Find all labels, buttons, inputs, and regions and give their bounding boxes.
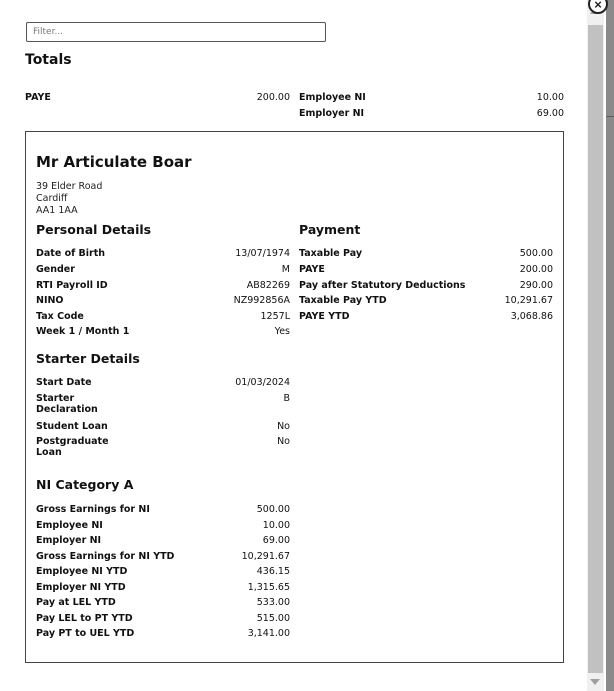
ni-label: Pay at LEL YTD xyxy=(36,597,116,608)
ni-category-title: NI Category A xyxy=(36,477,134,492)
employee-name: Mr Articulate Boar xyxy=(36,153,192,171)
ni-value: 436.15 xyxy=(256,566,290,577)
totals-row-paye xyxy=(25,92,290,103)
personal-label: Gender xyxy=(36,264,75,275)
ni-label: Employer NI xyxy=(36,535,102,546)
payment-row xyxy=(299,264,553,275)
totals-label: Employee NI xyxy=(299,92,366,103)
personal-row xyxy=(36,326,290,337)
payment-row xyxy=(299,311,553,322)
payment-value: 500.00 xyxy=(519,248,553,259)
ni-value: 500.00 xyxy=(256,504,290,515)
personal-value: Yes xyxy=(274,326,290,337)
starter-label: Starter Declaration xyxy=(36,393,98,415)
payment-row xyxy=(299,248,553,259)
ni-row xyxy=(36,566,290,577)
starter-row xyxy=(36,436,290,458)
starter-row xyxy=(36,393,290,415)
payment-value: 3,068.86 xyxy=(510,311,553,322)
arrow-down-icon[interactable] xyxy=(590,679,600,685)
ni-value: 10.00 xyxy=(262,520,290,531)
ni-row xyxy=(36,582,290,593)
personal-value: AB82269 xyxy=(246,280,290,291)
personal-row xyxy=(36,311,290,322)
ni-label: Pay PT to UEL YTD xyxy=(36,628,135,639)
ni-row xyxy=(36,613,290,624)
personal-value: 13/07/1974 xyxy=(235,248,290,259)
scrollbar-thumb[interactable] xyxy=(588,25,603,673)
starter-value: No xyxy=(277,436,290,447)
payment-title: Payment xyxy=(299,222,361,237)
starter-row xyxy=(36,421,290,432)
payment-label: PAYE YTD xyxy=(299,311,350,322)
address-line: Cardiff xyxy=(36,193,68,204)
payment-label: Taxable Pay xyxy=(299,248,363,259)
personal-value: M xyxy=(281,264,290,275)
totals-value: 10.00 xyxy=(536,92,564,103)
ni-value: 3,141.00 xyxy=(247,628,290,639)
totals-value: 200.00 xyxy=(256,92,290,103)
payment-label: Pay after Statutory Deductions xyxy=(299,280,466,291)
payment-row xyxy=(299,280,553,291)
payment-value: 290.00 xyxy=(519,280,553,291)
starter-row xyxy=(36,377,290,388)
personal-label: Date of Birth xyxy=(36,248,106,259)
ni-label: Gross Earnings for NI YTD xyxy=(36,551,175,562)
personal-label: RTI Payroll ID xyxy=(36,280,108,291)
ni-value: 515.00 xyxy=(256,613,290,624)
totals-label: Employer NI xyxy=(299,108,365,119)
payment-value: 10,291.67 xyxy=(504,295,553,306)
payment-label: PAYE xyxy=(299,264,325,275)
starter-value: 01/03/2024 xyxy=(235,377,290,388)
close-button[interactable] xyxy=(588,0,608,14)
ni-value: 533.00 xyxy=(256,597,290,608)
personal-row xyxy=(36,295,290,306)
personal-row xyxy=(36,264,290,275)
ni-row xyxy=(36,535,290,546)
totals-label: PAYE xyxy=(25,92,51,103)
personal-label: Week 1 / Month 1 xyxy=(36,326,130,337)
ni-row xyxy=(36,597,290,608)
payment-label: Taxable Pay YTD xyxy=(299,295,387,306)
ni-label: Pay LEL to PT YTD xyxy=(36,613,133,624)
totals-title: Totals xyxy=(25,52,72,68)
starter-label: Start Date xyxy=(36,377,92,388)
ni-row xyxy=(36,551,290,562)
personal-label: NINO xyxy=(36,295,64,306)
personal-label: Tax Code xyxy=(36,311,84,322)
totals-row-employee-ni xyxy=(299,92,564,103)
personal-value: NZ992856A xyxy=(233,295,290,306)
starter-label: Student Loan xyxy=(36,421,108,432)
totals-value: 69.00 xyxy=(536,108,564,119)
ni-label: Employer NI YTD xyxy=(36,582,126,593)
filter-input[interactable] xyxy=(26,22,326,42)
ni-label: Employee NI YTD xyxy=(36,566,128,577)
totals-row-employer-ni xyxy=(299,108,564,119)
starter-value: B xyxy=(283,393,290,404)
address-line: 39 Elder Road xyxy=(36,181,103,192)
personal-row xyxy=(36,248,290,259)
ni-label: Gross Earnings for NI xyxy=(36,504,150,515)
starter-details-title: Starter Details xyxy=(36,351,140,366)
ni-row xyxy=(36,628,290,639)
starter-value: No xyxy=(277,421,290,432)
ni-value: 10,291.67 xyxy=(241,551,290,562)
ni-row xyxy=(36,520,290,531)
personal-value: 1257L xyxy=(260,311,290,322)
payment-value: 200.00 xyxy=(519,264,553,275)
address-line: AA1 1AA xyxy=(36,205,78,216)
ni-value: 69.00 xyxy=(262,535,290,546)
ni-label: Employee NI xyxy=(36,520,103,531)
starter-label: Postgraduate Loan xyxy=(36,436,109,458)
ni-value: 1,315.65 xyxy=(247,582,290,593)
payment-row xyxy=(299,295,553,306)
close-icon: × xyxy=(594,0,602,12)
personal-row xyxy=(36,280,290,291)
ni-row xyxy=(36,504,290,515)
personal-details-title: Personal Details xyxy=(36,222,152,237)
